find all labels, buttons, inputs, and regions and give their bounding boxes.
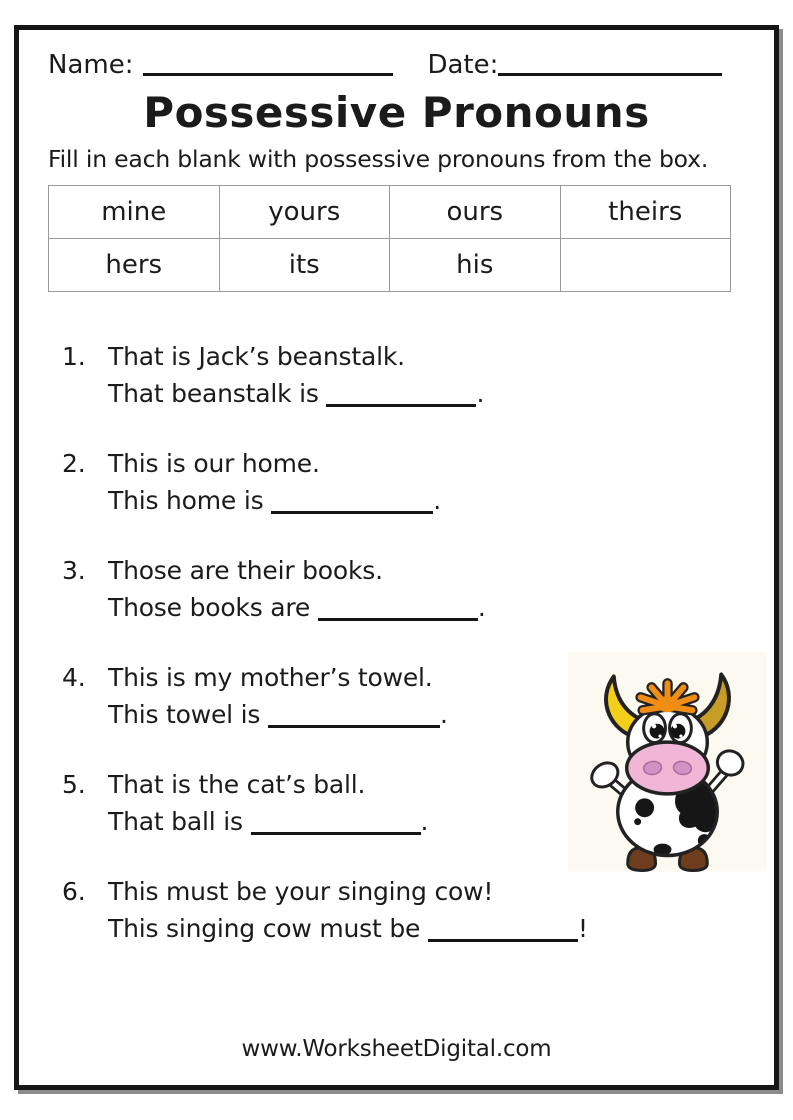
exercise-stem: This singing cow must be bbox=[108, 914, 421, 943]
exercise-prompt: Those are their books. bbox=[108, 556, 383, 585]
exercise-number: 6. bbox=[62, 877, 86, 906]
exercise-stem: This home is bbox=[108, 486, 264, 515]
page-title: Possessive Pronouns bbox=[143, 88, 650, 137]
exercise-body bbox=[108, 659, 448, 733]
exercise-prompt: This is our home. bbox=[108, 449, 320, 478]
punctuation: . bbox=[439, 700, 448, 729]
word-box-cell: yours bbox=[219, 186, 390, 239]
exercise-stem: That ball is bbox=[108, 807, 243, 836]
answer-blank bbox=[326, 399, 476, 407]
header-row bbox=[48, 50, 722, 80]
exercise-item bbox=[62, 873, 774, 947]
word-box-row bbox=[49, 186, 731, 239]
exercise-item bbox=[62, 338, 774, 412]
exercise-answer-line bbox=[108, 696, 448, 733]
exercise-prompt: This must be your singing cow! bbox=[108, 877, 494, 906]
word-box-cell: ours bbox=[390, 186, 561, 239]
exercise-item bbox=[62, 552, 774, 626]
exercise-answer-line bbox=[108, 803, 428, 840]
exercise-number: 1. bbox=[62, 342, 86, 371]
name-writing-line bbox=[143, 72, 393, 76]
exercise-number: 3. bbox=[62, 556, 86, 585]
exercise-body bbox=[108, 552, 486, 626]
exercise-prompt: That is Jack’s beanstalk. bbox=[108, 342, 405, 371]
punctuation: . bbox=[433, 486, 441, 515]
instruction-text: Fill in each blank with possessive pronouns from the box. bbox=[48, 145, 709, 173]
punctuation: . bbox=[477, 593, 486, 622]
name-label: Name: bbox=[48, 50, 134, 80]
word-box-cell: theirs bbox=[560, 186, 731, 239]
exercise-number: 2. bbox=[62, 449, 86, 478]
exercise-prompt: This is my mother’s towel. bbox=[108, 663, 433, 692]
punctuation: . bbox=[420, 807, 429, 836]
worksheet-page bbox=[14, 25, 779, 1090]
exercise-prompt: That is the cat’s ball. bbox=[108, 770, 366, 799]
punctuation: ! bbox=[577, 914, 588, 943]
exercise-body bbox=[108, 338, 484, 412]
exercise-answer-line bbox=[108, 589, 486, 626]
exercise-body bbox=[108, 445, 441, 519]
word-box-cell: mine bbox=[49, 186, 220, 239]
exercise-answer-line bbox=[108, 910, 588, 947]
exercise-number: 5. bbox=[62, 770, 86, 799]
date-label: Date: bbox=[427, 50, 499, 80]
cow-illustration bbox=[568, 652, 767, 872]
word-box-table bbox=[48, 185, 731, 292]
word-box-cell bbox=[560, 239, 731, 292]
exercise-stem: That beanstalk is bbox=[108, 379, 319, 408]
exercise-answer-line bbox=[108, 375, 484, 412]
word-box-cell: its bbox=[219, 239, 390, 292]
exercise-stem: Those books are bbox=[108, 593, 311, 622]
word-box-cell: hers bbox=[49, 239, 220, 292]
answer-blank bbox=[251, 827, 421, 835]
exercise-item bbox=[62, 445, 774, 519]
punctuation: . bbox=[476, 379, 485, 408]
exercise-answer-line bbox=[108, 482, 441, 519]
word-box-cell: his bbox=[390, 239, 561, 292]
answer-blank bbox=[428, 934, 578, 942]
date-writing-line bbox=[498, 72, 722, 76]
word-box-row bbox=[49, 239, 731, 292]
exercise-body bbox=[108, 873, 588, 947]
answer-blank bbox=[318, 613, 478, 621]
footer-url: www.WorksheetDigital.com bbox=[241, 1036, 552, 1062]
answer-blank bbox=[268, 720, 440, 728]
exercise-number: 4. bbox=[62, 663, 86, 692]
exercise-body bbox=[108, 766, 428, 840]
answer-blank bbox=[271, 506, 433, 514]
exercise-stem: This towel is bbox=[108, 700, 261, 729]
